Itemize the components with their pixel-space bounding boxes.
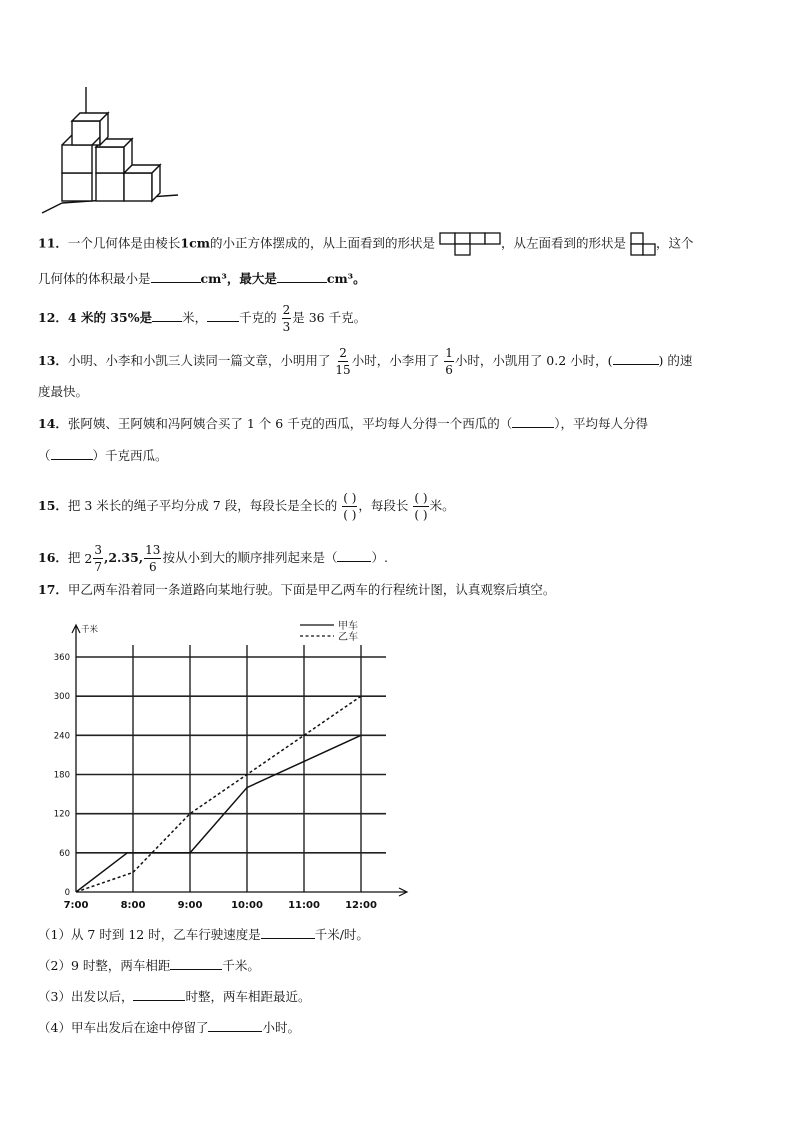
answer-blank[interactable] [261, 926, 315, 939]
question-14-line2: （ ）千克西瓜。 [38, 448, 168, 463]
answer-blank[interactable] [207, 309, 239, 322]
legend-label: 甲车 [338, 621, 358, 632]
answer-blank[interactable] [208, 1019, 262, 1032]
question-11-line2: 几何体的体积最小是 cm³，最大是 cm³。 [38, 271, 366, 286]
cube-stack-figure [38, 85, 183, 215]
x-tick-label: 12:00 [345, 900, 377, 911]
x-tick-label: 11:00 [288, 900, 320, 911]
question-11: 11．一个几何体是由棱长1cm的小正方体摆成的，从上面看到的形状是 ，从左面看到的形状是 ，这个 [38, 232, 693, 256]
fraction: $\frac{2}{3}$ [282, 303, 291, 334]
left-view-shape-icon [630, 232, 656, 256]
y-tick-label: 120 [53, 809, 70, 820]
question-17-part-4: （4）甲车出发后在途中停留了 小时。 [38, 1020, 300, 1035]
question-15: 15．把 3 米长的绳子平均分成 7 段，每段长是全长的 $\frac{( )}{( )}$ ，每段长 $\frac{( )}{( )}$ 米。 [38, 491, 455, 522]
x-tick-label: 10:00 [231, 900, 263, 911]
question-13-line2: 度最快。 [38, 384, 89, 399]
question-17: 17．甲乙两车沿着同一条道路向某地行驶。下面是甲乙两车的行程统计图，认真观察后填空。 [38, 582, 556, 597]
y-tick-label: 240 [53, 731, 70, 742]
mixed-number: 2 $\frac{3}{7}$ [84, 543, 102, 574]
answer-blank[interactable] [170, 957, 222, 970]
answer-blank[interactable] [277, 270, 327, 283]
travel-line-chart [38, 612, 418, 912]
x-tick-label: 8:00 [120, 900, 146, 911]
question-17-part-3: （3）出发以后， 时整，两车相距最近。 [38, 989, 311, 1004]
y-tick-label: 60 [59, 848, 70, 859]
fraction: $\frac{2}{15}$ [335, 346, 351, 377]
blank-fraction[interactable]: $\frac{( )}{( )}$ [343, 491, 357, 522]
y-tick-label: 0 [64, 888, 70, 898]
legend-label: 乙车 [338, 632, 358, 643]
top-view-shape-icon [439, 232, 501, 256]
fraction: $\frac{13}{6}$ [145, 543, 161, 574]
answer-blank[interactable] [51, 447, 93, 460]
question-12: 12．4 米的 35%是 米， 千克的 $\frac{2}{3}$ 是 36 千克。 [38, 303, 367, 334]
question-13: 13．小明、小李和小凯三人读同一篇文章，小明用了 $\frac{2}{15}$ 小时，小李用了 $\frac{1}{6}$ 小时，小凯用了 0.2 小时，( ) 的速 [38, 346, 693, 377]
y-tick-label: 300 [53, 692, 70, 703]
series-line-yi [76, 696, 361, 892]
answer-blank[interactable] [151, 270, 201, 283]
y-axis-label: 千米 [81, 625, 99, 635]
question-17-part-1: （1）从 7 时到 12 时，乙车行驶速度是 千米/时。 [38, 927, 369, 942]
answer-blank[interactable] [512, 415, 554, 428]
question-16: 16．把 2 $\frac{3}{7}$ ,2.35, $\frac{13}{6}$ 按从小到大的顺序排列起来是（ ）. [38, 543, 388, 574]
answer-blank[interactable] [152, 309, 182, 322]
y-tick-label: 360 [53, 653, 70, 663]
fraction: $\frac{1}{6}$ [445, 346, 453, 377]
question-number: 11． [38, 235, 68, 251]
answer-blank[interactable] [613, 352, 659, 365]
answer-blank[interactable] [133, 988, 185, 1001]
x-tick-label: 7:00 [63, 900, 89, 911]
x-tick-label: 9:00 [177, 900, 203, 911]
question-17-part-2: （2）9 时整，两车相距 千米。 [38, 958, 260, 973]
answer-blank[interactable] [337, 549, 371, 562]
y-tick-label: 180 [53, 770, 70, 781]
question-14: 14．张阿姨、王阿姨和冯阿姨合买了 1 个 6 千克的西瓜，平均每人分得一个西瓜的（ ），平均每人分得 [38, 416, 648, 431]
blank-fraction[interactable]: $\frac{( )}{( )}$ [414, 491, 428, 522]
